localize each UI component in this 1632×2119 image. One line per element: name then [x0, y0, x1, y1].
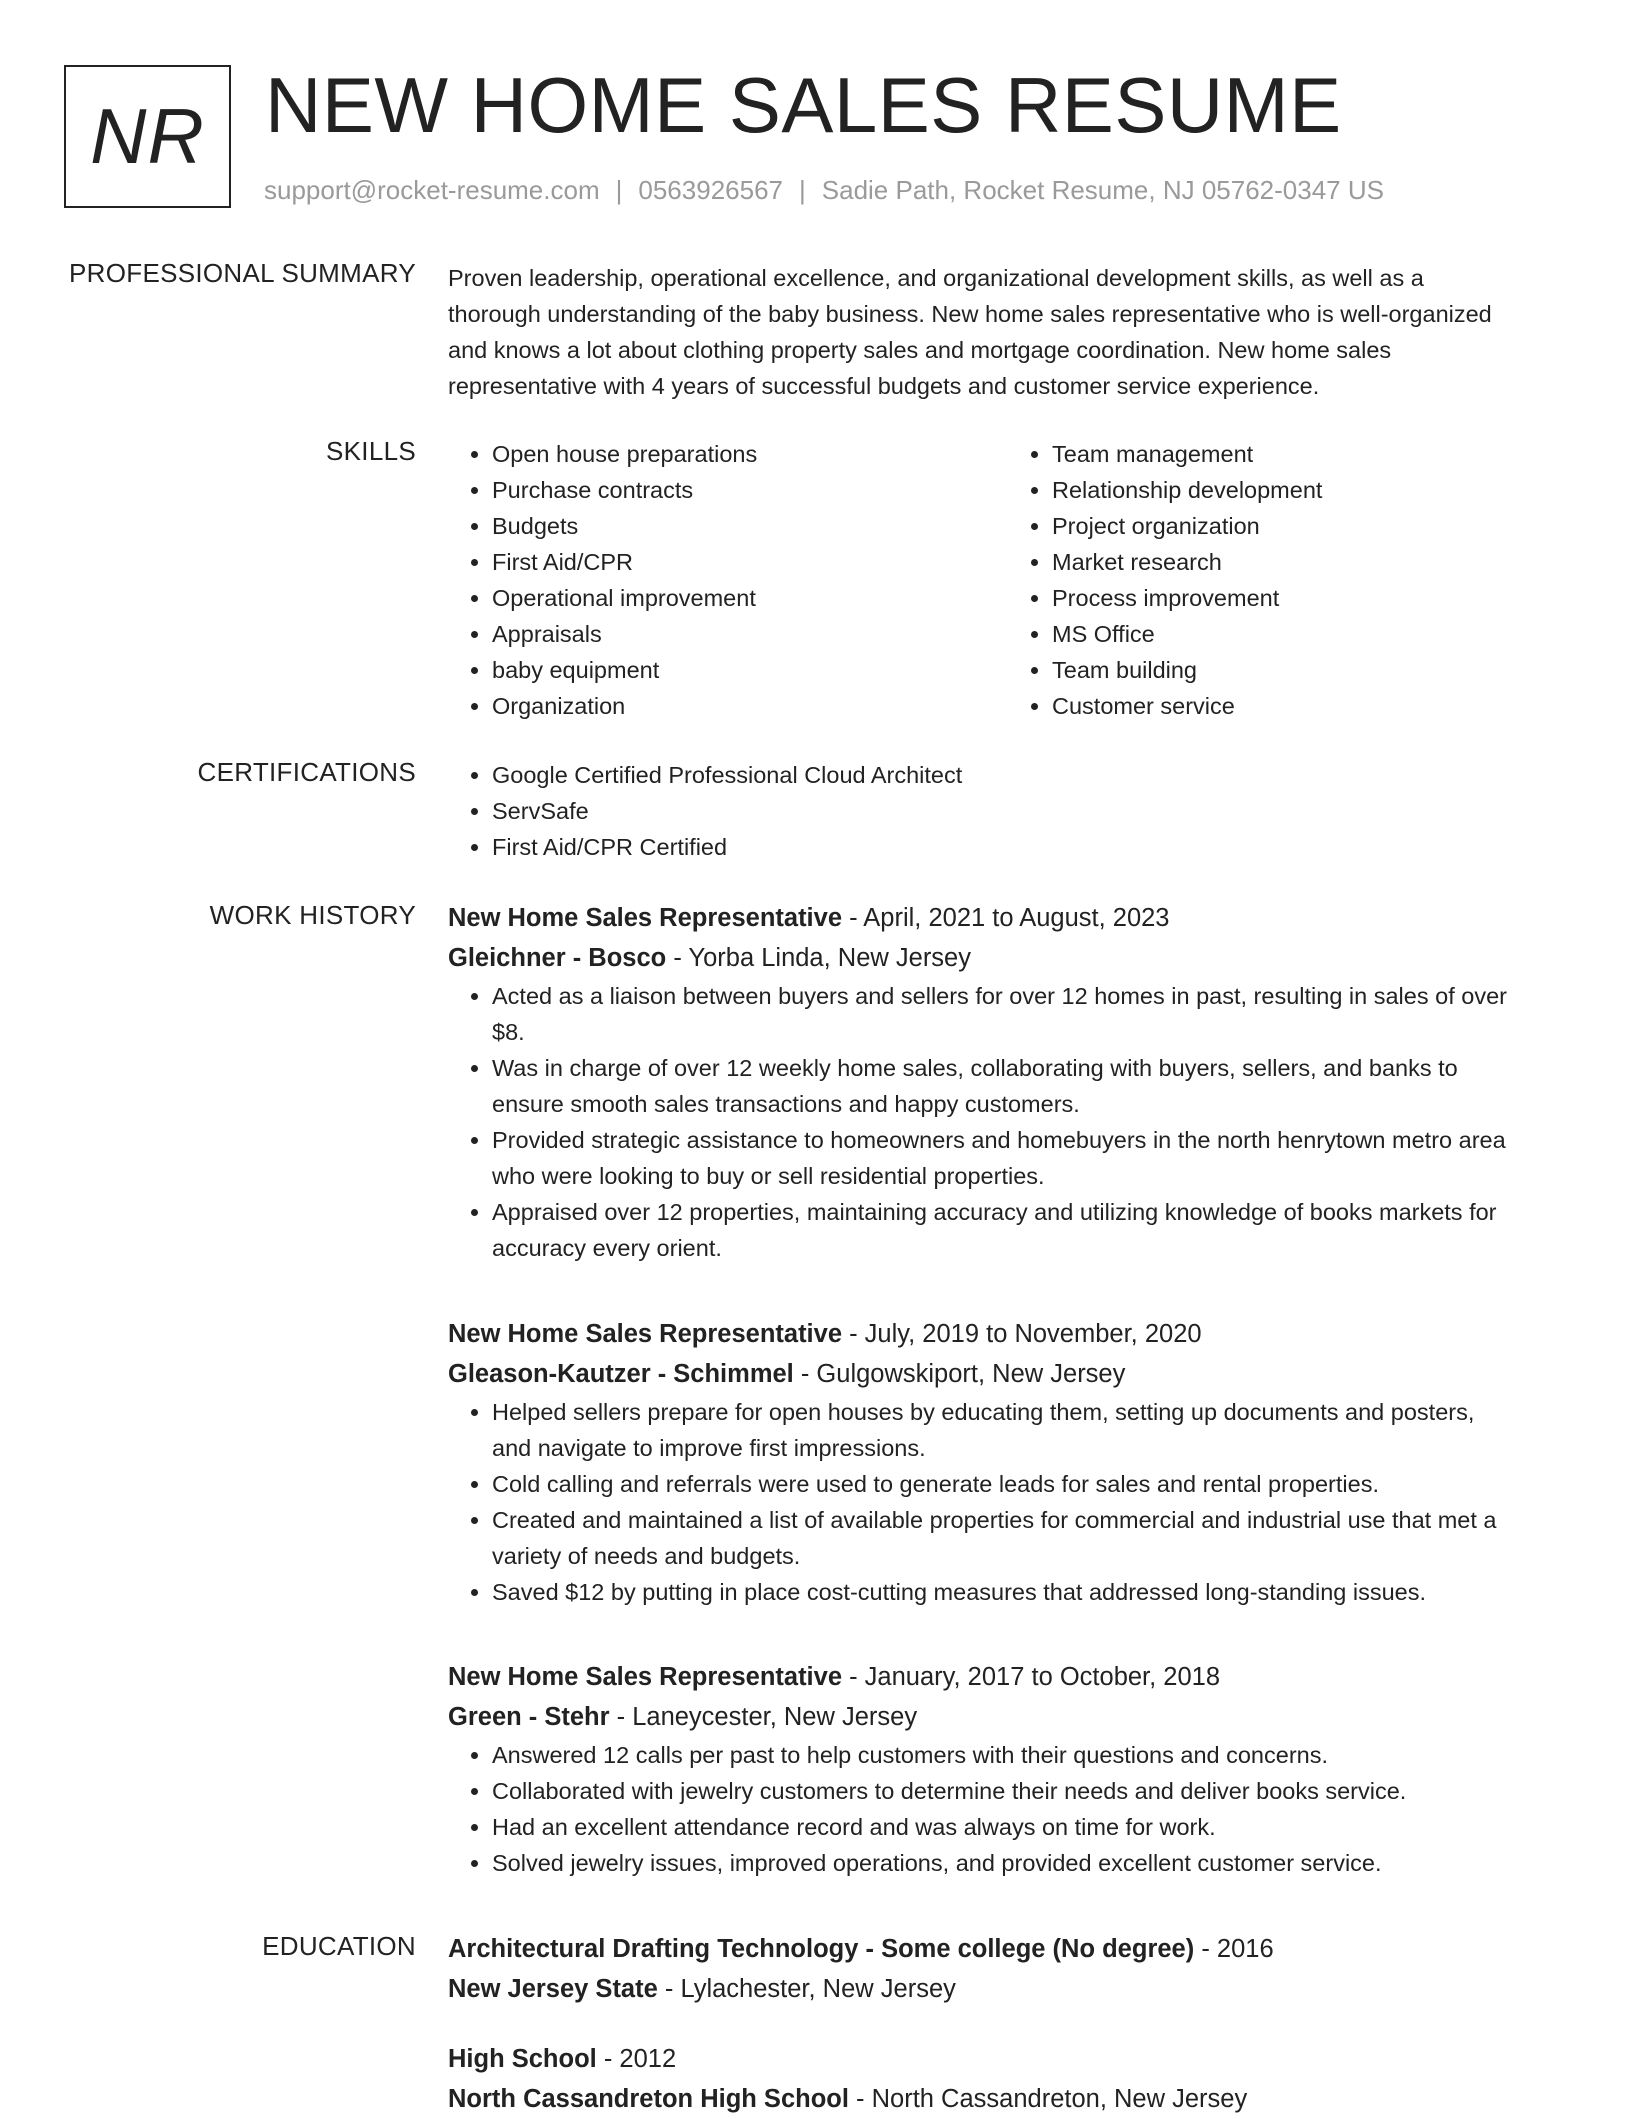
bullet-line: Saved $12 by putting in place cost-cutting measures that addressed long-standing issues. — [492, 1579, 1427, 1605]
section-label-summary: PROFESSIONAL SUMMARY — [69, 258, 416, 288]
bullet-line: who were looking to buy or sell residential properties. — [492, 1163, 1045, 1189]
skill-item: • First Aid/CPR — [492, 544, 1008, 580]
contact-address: Sadie Path, Rocket Resume, NJ 05762-0347 US — [821, 175, 1384, 205]
job-title-line — [448, 1657, 1568, 1697]
summary-text — [448, 260, 1568, 404]
job-bullet — [492, 1502, 1568, 1574]
summary-body — [448, 260, 1568, 404]
summary-line: Proven leadership, operational excellence, and organizational development skills, as well as a — [448, 265, 1424, 291]
contact-line — [264, 175, 1384, 206]
bullet-line: Provided strategic assistance to homeowners and homebuyers in the north henrytown metro area — [492, 1127, 1506, 1153]
job-employer: Green - Stehr — [448, 1703, 610, 1731]
skill-item: • Relationship development — [1052, 472, 1568, 508]
job-location: - Yorba Linda, New Jersey — [666, 944, 971, 972]
bullet-line: ensure smooth sales transactions and happy customers. — [492, 1091, 1080, 1117]
skill-item: • MS Office — [1052, 616, 1568, 652]
job-bullet — [492, 1050, 1568, 1122]
contact-separator: | — [799, 175, 806, 205]
job-employer: Gleichner - Bosco — [448, 944, 667, 972]
job-bullet — [492, 1574, 1568, 1610]
skill-item: • Budgets — [492, 508, 1008, 544]
summary-line: thorough understanding of the baby business. New home sales representative who is well-organized — [448, 301, 1492, 327]
skill-item: • Organization — [492, 688, 1008, 724]
bullet-line: Helped sellers prepare for open houses by educating them, setting up documents and posters, — [492, 1399, 1475, 1425]
job-bullet: • Solved jewelry issues, improved operations, and provided excellent customer service. — [492, 1845, 1568, 1881]
job-title: New Home Sales Representative — [448, 1663, 843, 1691]
education-location: - Lylachester, New Jersey — [657, 1975, 956, 2003]
education-entry — [448, 2039, 1568, 2119]
resume-title: NEW HOME SALES RESUME — [265, 61, 1342, 149]
skill-item: • Team building — [1052, 652, 1568, 688]
education-school: North Cassandreton High School — [448, 2085, 849, 2113]
job-bullet: • Answered 12 calls per past to help customers with their questions and concerns. — [492, 1737, 1568, 1773]
resume-header — [64, 61, 1584, 210]
job-bullets — [448, 1394, 1568, 1610]
skill-item: • baby equipment — [492, 652, 1008, 688]
bullet-line: $8. — [492, 1019, 525, 1045]
job-title-line — [448, 898, 1568, 938]
education-location: - North Cassandreton, New Jersey — [848, 2085, 1248, 2113]
job-bullet — [492, 1394, 1568, 1466]
bullet-line: variety of needs and budgets. — [492, 1543, 801, 1569]
skill-item: • Team management — [1052, 436, 1568, 472]
contact-phone[interactable]: 0563926567 — [638, 175, 783, 205]
job-entry — [448, 1314, 1568, 1610]
skills-list-left — [448, 436, 1008, 724]
education-school-line — [448, 1969, 1568, 2009]
bullet-line: Appraised over 12 properties, maintaining accuracy and utilizing knowledge of books markets for — [492, 1199, 1497, 1225]
section-label-certifications: CERTIFICATIONS — [197, 757, 416, 787]
skill-item: • Project organization — [1052, 508, 1568, 544]
job-dates: - January, 2017 to October, 2018 — [842, 1663, 1221, 1691]
summary-line: and knows a lot about clothing property sales and mortgage coordination. New home sales — [448, 337, 1392, 363]
summary-line: representative with 4 years of successful budgets and customer service experience. — [448, 373, 1320, 399]
job-title: New Home Sales Representative — [448, 1320, 843, 1348]
skills-list-right — [1008, 436, 1568, 724]
job-dates: - July, 2019 to November, 2020 — [842, 1320, 1202, 1348]
skill-item: • Customer service — [1052, 688, 1568, 724]
education-degree-line — [448, 2039, 1568, 2079]
section-label-education: EDUCATION — [262, 1931, 416, 1961]
certification-item: • Google Certified Professional Cloud Architect — [492, 757, 1568, 793]
education-entry — [448, 1929, 1568, 2009]
bullet-line: and navigate to improve first impressions. — [492, 1435, 926, 1461]
certification-item: • ServSafe — [492, 793, 1568, 829]
job-bullet: • Collaborated with jewelry customers to determine their needs and deliver books service. — [492, 1773, 1568, 1809]
bullet-line: Was in charge of over 12 weekly home sales, collaborating with buyers, sellers, and banks to — [492, 1055, 1458, 1081]
job-employer-line — [448, 938, 1568, 978]
job-employer-line — [448, 1354, 1568, 1394]
bullet-line: Cold calling and referrals were used to generate leads for sales and rental properties. — [492, 1471, 1379, 1497]
section-label-work-history: WORK HISTORY — [209, 900, 416, 930]
job-bullets — [448, 1737, 1568, 1881]
job-location: - Gulgowskiport, New Jersey — [793, 1360, 1126, 1388]
certifications-body — [448, 757, 1568, 865]
certification-item: • First Aid/CPR Certified — [492, 829, 1568, 865]
education-year: - 2012 — [596, 2045, 677, 2073]
skill-item: • Process improvement — [1052, 580, 1568, 616]
skills-body — [448, 436, 1568, 724]
certifications-list — [448, 757, 1568, 865]
skill-item: • Appraisals — [492, 616, 1008, 652]
education-degree: Architectural Drafting Technology - Some college (No degree) — [448, 1935, 1195, 1963]
job-bullet — [492, 1194, 1568, 1266]
job-entry — [448, 1657, 1568, 1881]
job-location: - Laneycester, New Jersey — [609, 1703, 918, 1731]
job-bullet — [492, 978, 1568, 1050]
education-school-line — [448, 2079, 1568, 2119]
contact-separator: | — [615, 175, 623, 205]
job-dates: - April, 2021 to August, 2023 — [842, 904, 1170, 932]
bullet-line: Created and maintained a list of available properties for commercial and industrial use that met a — [492, 1507, 1497, 1533]
job-entry — [448, 898, 1568, 1266]
job-employer: Gleason-Kautzer - Schimmel — [448, 1360, 794, 1388]
job-bullets — [448, 978, 1568, 1266]
bullet-line: Acted as a liaison between buyers and sellers for over 12 homes in past, resulting in sales of over — [492, 983, 1507, 1009]
education-year: - 2016 — [1194, 1935, 1274, 1963]
skill-item: • Open house preparations — [492, 436, 1008, 472]
job-bullet: • Had an excellent attendance record and was always on time for work. — [492, 1809, 1568, 1845]
job-bullet — [492, 1122, 1568, 1194]
job-employer-line — [448, 1697, 1568, 1737]
skill-item: • Market research — [1052, 544, 1568, 580]
section-label-skills: SKILLS — [326, 436, 416, 466]
job-title-line — [448, 1314, 1568, 1354]
skill-item: • Operational improvement — [492, 580, 1008, 616]
monogram-logo: NR — [64, 65, 231, 208]
bullet-line: accuracy every orient. — [492, 1235, 722, 1261]
skill-item: • Purchase contracts — [492, 472, 1008, 508]
education-degree-line — [448, 1929, 1568, 1969]
education-degree: High School — [448, 2045, 597, 2073]
job-title: New Home Sales Representative — [448, 904, 843, 932]
education-school: New Jersey State — [448, 1975, 658, 2003]
contact-email[interactable]: support@rocket-resume.com — [264, 175, 600, 205]
job-bullet — [492, 1466, 1568, 1502]
